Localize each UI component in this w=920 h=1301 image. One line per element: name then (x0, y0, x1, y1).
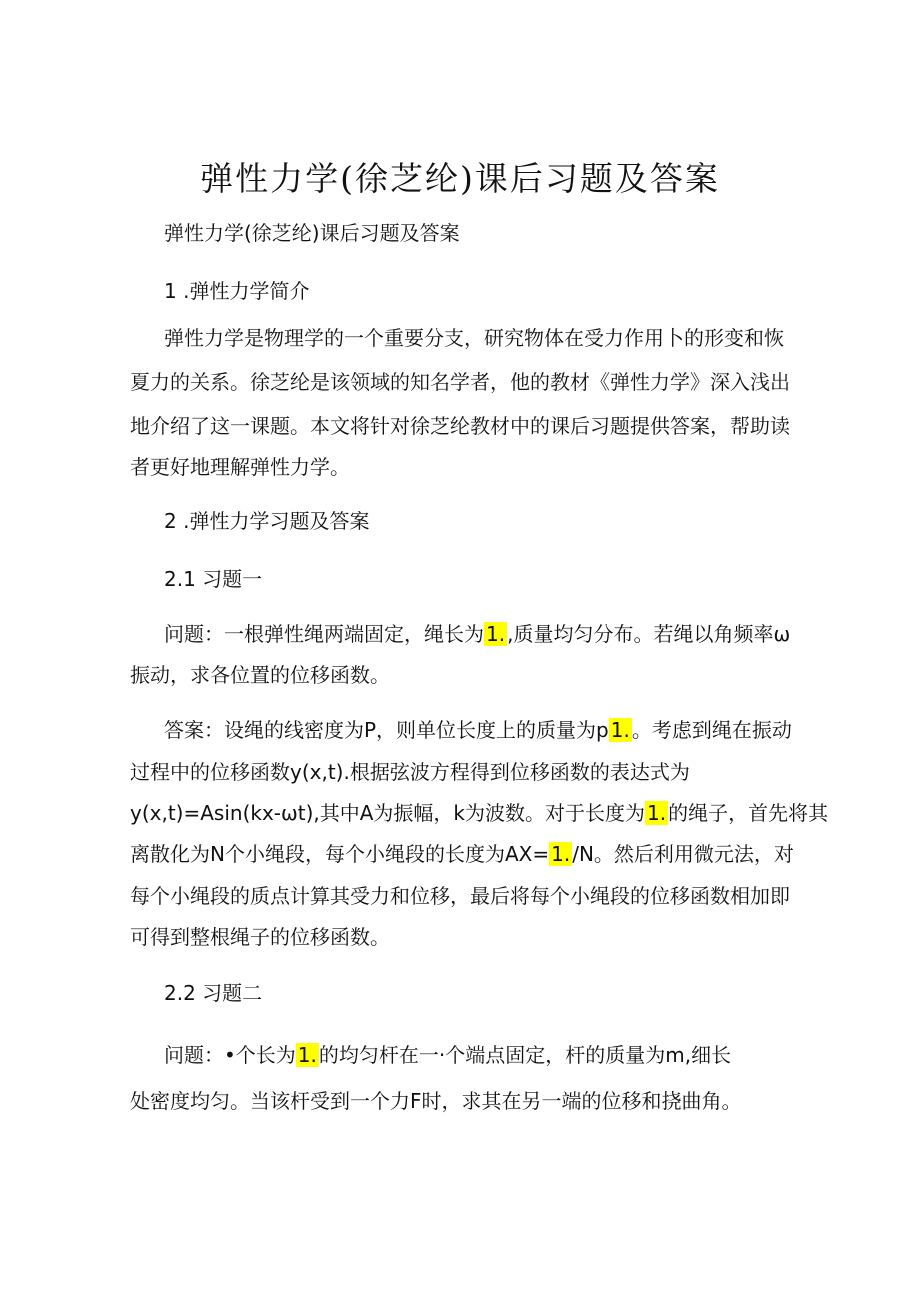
text-segment: 问题：•个长为 (164, 1043, 296, 1067)
problem-2-question-line-2: 处密度均匀。当该杆受到一个力F时，求其在另一端的位移和挠曲角。 (130, 1089, 742, 1113)
highlight-mark: 1. (647, 801, 667, 825)
highlight-mark: 1. (551, 842, 571, 866)
subtitle: 弹性力学(徐芝纶)课后习题及答案 (164, 221, 460, 245)
section-1-line-1: 弹性力学是物理学的一个重要分支，研究物体在受力作用卜的形变和恢 (164, 326, 784, 350)
text-segment: 离散化为N个小绳段，每个小绳段的长度为AX= (130, 842, 550, 866)
problem-1-answer-line-6: 可得到整根绳子的位移函数。 (130, 925, 390, 949)
highlight-mark: 1. (297, 1043, 317, 1067)
text-segment: ,质量均匀分布。若绳以角频率ω (507, 622, 791, 646)
problem-2-question-line-1 (164, 1040, 731, 1070)
problem-1-answer-line-2: 过程中的位移函数y(x,t).根据弦波方程得到位移函数的表达式为 (130, 760, 690, 784)
page-title: 弹性力学(徐芝纶)课后习题及答案 (200, 159, 720, 198)
text-segment: 答案：设绳的线密度为P，则单位长度上的质量为p (164, 718, 609, 742)
text-segment: y(x,t)=Asin(kx-ωt),其中A为振幅，k为波数。对于长度为 (130, 801, 646, 825)
section-1-heading: 1 .弹性力学简介 (164, 279, 310, 303)
text-segment: /N。然后利用微元法，对 (572, 842, 794, 866)
problem-2-heading: 2.2 习题二 (164, 981, 263, 1005)
highlight-mark: 1. (486, 622, 506, 646)
problem-1-answer-line-3 (130, 798, 828, 828)
text-segment: 问题：一根弹性绳两端固定，绳长为 (164, 622, 484, 646)
text-segment: 的绳子，首先将其 (668, 801, 829, 825)
problem-1-question-line-2: 振动，求各位置的位移函数。 (130, 663, 390, 687)
section-1-line-4: 者更好地理解弹性力学。 (130, 455, 350, 479)
problem-1-question-line-1 (164, 619, 790, 649)
problem-1-answer-line-5: 每个小绳段的质点计算其受力和位移，最后将每个小绳段的位移函数相加即 (130, 884, 790, 908)
problem-1-answer-line-4 (130, 839, 794, 869)
problem-1-heading: 2.1 习题一 (164, 567, 263, 591)
highlight-mark: 1. (610, 718, 630, 742)
problem-1-answer-line-1 (164, 715, 792, 745)
section-1-line-3: 地介绍了这一课题。本文将针对徐芝纶教材中的课后习题提供答案，帮助读 (130, 414, 790, 438)
section-2-heading: 2 .弹性力学习题及答案 (164, 509, 370, 533)
section-1-line-2: 夏力的关系。徐芝纶是该领域的知名学者，他的教材《弹性力学》深入浅出 (130, 370, 790, 394)
text-segment: 。考虑到绳在振动 (631, 718, 792, 742)
text-segment: 的均匀杆在一·个端点固定，杆的质量为m,细长 (318, 1043, 732, 1067)
